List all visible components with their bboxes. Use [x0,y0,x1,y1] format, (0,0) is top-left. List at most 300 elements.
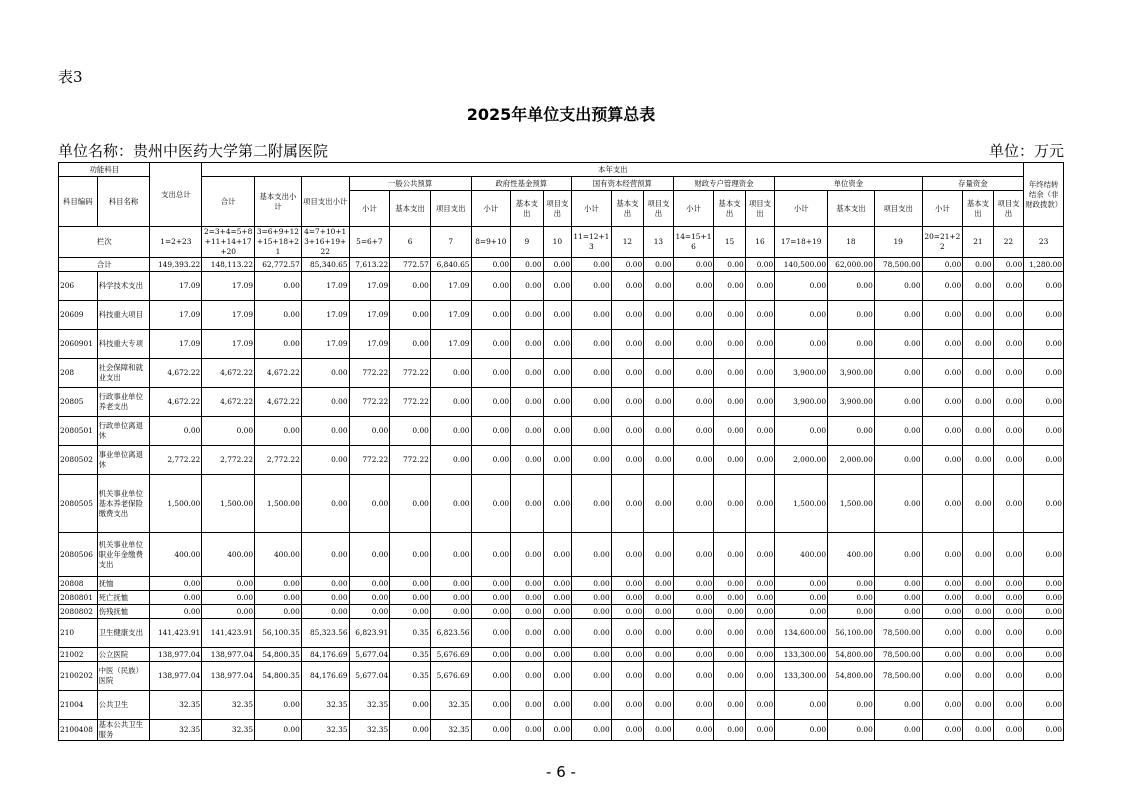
amount-cell: 0.00 [150,605,202,619]
subject-name-cell: 机关事业单位基本养老保险缴费支出 [97,475,150,533]
amount-cell: 0.00 [390,417,431,446]
amount-cell: 0.00 [644,417,673,446]
amount-cell: 0.00 [511,591,544,605]
amount-cell: 0.00 [745,475,774,533]
amount-cell: 0.00 [714,330,745,359]
amount-cell: 0.00 [390,577,431,591]
amount-cell: 0.00 [745,720,774,741]
amount-cell: 0.00 [922,720,963,741]
amount-cell: 56,100.35 [255,619,302,648]
amount-cell: 0.00 [1024,591,1064,605]
amount-cell: 0.35 [390,662,431,691]
table-body [59,227,1064,741]
amount-cell: 78,500.00 [874,662,922,691]
project-header: 项目支出 [543,191,571,227]
amount-cell: 0.00 [745,605,774,619]
basic-subtotal-header: 基本支出小计 [255,177,302,227]
amount-cell: 0.00 [644,272,673,301]
amount-cell: 0.00 [775,330,828,359]
subject-code-cell: 21004 [59,691,98,720]
amount-cell: 0.00 [255,577,302,591]
index-cell: 6 [390,227,431,258]
amount-cell: 0.00 [1024,446,1064,475]
amount-cell: 0.00 [511,330,544,359]
amount-cell: 0.00 [1024,605,1064,619]
total-cell: 0.00 [471,258,511,272]
index-cell: 10 [543,227,571,258]
subject-name-cell: 伤残抚恤 [97,605,150,619]
subject-code-cell: 206 [59,272,98,301]
amount-cell: 134,600.00 [775,619,828,648]
amount-cell: 0.00 [673,691,714,720]
amount-cell: 0.00 [673,720,714,741]
amount-cell: 0.00 [922,577,963,591]
amount-cell: 0.00 [611,720,644,741]
amount-cell: 0.00 [543,691,571,720]
amount-cell: 0.00 [301,359,349,388]
index-cell: 19 [874,227,922,258]
amount-cell: 0.00 [1024,533,1064,577]
amount-cell: 0.00 [993,720,1024,741]
amount-cell: 0.00 [1024,388,1064,417]
table-row [59,330,1064,359]
amount-cell: 0.00 [611,359,644,388]
amount-cell: 0.00 [963,533,993,577]
amount-cell: 5,677.04 [349,662,390,691]
amount-cell: 0.00 [745,330,774,359]
table-row [59,533,1064,577]
amount-cell: 0.00 [572,720,612,741]
amount-cell: 0.00 [922,475,963,533]
amount-cell: 0.00 [775,720,828,741]
amount-cell: 0.00 [714,619,745,648]
subtotal-header: 小计 [471,191,511,227]
amount-cell: 0.00 [714,662,745,691]
amount-cell: 0.00 [349,533,390,577]
amount-cell: 0.00 [745,648,774,662]
amount-cell: 0.00 [430,359,471,388]
amount-cell: 0.00 [611,591,644,605]
amount-cell: 0.00 [993,591,1024,605]
total-cell: 0.00 [611,258,644,272]
amount-cell: 0.00 [202,591,255,605]
amount-cell: 0.00 [745,272,774,301]
amount-cell: 1,500.00 [202,475,255,533]
subject-code-cell: 20808 [59,577,98,591]
amount-cell: 6,823.56 [430,619,471,648]
index-cell: 13 [644,227,673,258]
subject-code-cell: 20805 [59,388,98,417]
amount-cell: 0.00 [993,475,1024,533]
basic-header: 基本支出 [390,191,431,227]
header-row-1 [59,163,1064,177]
amount-cell: 0.00 [644,330,673,359]
basic-header: 基本支出 [963,191,993,227]
amount-cell: 0.00 [511,691,544,720]
amount-cell: 0.00 [543,648,571,662]
amount-cell: 78,500.00 [874,619,922,648]
amount-cell: 0.00 [430,446,471,475]
index-cell: 14=15+16 [673,227,714,258]
amount-cell: 0.00 [349,605,390,619]
amount-cell: 0.00 [471,330,511,359]
amount-cell: 0.00 [1024,691,1064,720]
table-row [59,301,1064,330]
amount-cell: 0.00 [644,662,673,691]
amount-cell: 0.00 [922,533,963,577]
amount-cell: 85,323.56 [301,619,349,648]
amount-cell: 0.00 [150,417,202,446]
amount-cell: 0.00 [775,417,828,446]
total-cell: 85,340.65 [301,258,349,272]
amount-cell: 0.00 [874,301,922,330]
amount-cell: 0.00 [963,446,993,475]
amount-cell: 0.00 [611,691,644,720]
subject-code-cell: 2060901 [59,330,98,359]
amount-cell: 0.00 [745,591,774,605]
basic-header: 基本支出 [828,191,875,227]
amount-cell: 0.00 [673,388,714,417]
amount-cell: 0.00 [1024,648,1064,662]
amount-cell: 0.00 [673,662,714,691]
amount-cell: 0.00 [471,301,511,330]
amount-cell: 0.00 [572,446,612,475]
amount-cell: 400.00 [828,533,875,577]
amount-cell: 0.00 [963,388,993,417]
total-row [59,258,1064,272]
amount-cell: 0.00 [993,417,1024,446]
amount-cell: 141,423.91 [150,619,202,648]
amount-cell: 0.00 [922,330,963,359]
amount-cell: 0.00 [874,605,922,619]
amount-cell: 0.00 [993,330,1024,359]
amount-cell: 0.00 [963,330,993,359]
total-cell: 140,500.00 [775,258,828,272]
amount-cell: 0.00 [874,475,922,533]
subject-name-header: 科目名称 [97,177,150,227]
amount-cell: 0.00 [1024,330,1064,359]
amount-cell: 0.00 [745,446,774,475]
amount-cell: 54,800.35 [255,662,302,691]
amount-cell: 0.00 [714,591,745,605]
this-year-header: 本年支出 [202,163,1024,177]
amount-cell: 0.00 [150,577,202,591]
amount-cell: 6,823.91 [349,619,390,648]
subject-name-cell: 科学技术支出 [97,272,150,301]
amount-cell: 0.00 [874,359,922,388]
amount-cell: 0.00 [543,388,571,417]
table-row [59,691,1064,720]
amount-cell: 0.00 [673,577,714,591]
index-cell: 3=6+9+12+15+18+21 [255,227,302,258]
amount-cell: 0.00 [255,272,302,301]
table-row [59,648,1064,662]
subject-code-cell: 2080505 [59,475,98,533]
amount-cell: 0.00 [471,446,511,475]
table-row [59,605,1064,619]
amount-cell: 0.00 [471,272,511,301]
amount-cell: 0.00 [572,272,612,301]
amount-cell: 0.00 [673,417,714,446]
amount-cell: 0.00 [572,591,612,605]
amount-cell: 0.00 [922,417,963,446]
amount-cell: 32.35 [301,720,349,741]
amount-cell: 0.00 [543,359,571,388]
amount-cell: 0.00 [714,359,745,388]
group-header-stock-funds: 存量资金 [922,177,1024,191]
amount-cell: 17.09 [150,301,202,330]
amount-cell: 0.00 [828,330,875,359]
amount-cell: 0.00 [471,648,511,662]
amount-cell: 0.00 [511,619,544,648]
amount-cell: 0.00 [543,720,571,741]
amount-cell: 0.00 [922,446,963,475]
amount-cell: 138,977.04 [150,648,202,662]
subject-code-cell: 2080802 [59,605,98,619]
amount-cell: 0.00 [874,691,922,720]
amount-cell: 0.00 [255,591,302,605]
amount-cell: 0.00 [511,446,544,475]
amount-cell: 32.35 [150,720,202,741]
amount-cell: 0.00 [922,691,963,720]
amount-cell: 0.00 [572,662,612,691]
amount-cell: 0.00 [543,272,571,301]
amount-cell: 54,800.35 [255,648,302,662]
amount-cell: 0.00 [543,605,571,619]
total-cell: 149,393.22 [150,258,202,272]
amount-cell: 0.00 [993,648,1024,662]
amount-cell: 0.00 [922,605,963,619]
amount-cell: 0.00 [430,388,471,417]
amount-cell: 0.00 [745,359,774,388]
amount-cell: 0.00 [922,662,963,691]
amount-cell: 0.00 [471,388,511,417]
amount-cell: 0.00 [572,648,612,662]
amount-cell: 0.00 [430,475,471,533]
amount-cell: 0.00 [993,301,1024,330]
project-header: 项目支出 [644,191,673,227]
amount-cell: 0.00 [511,301,544,330]
index-row [59,227,1064,258]
amount-cell: 0.00 [963,691,993,720]
amount-cell: 0.00 [828,301,875,330]
amount-cell: 0.00 [745,619,774,648]
amount-cell: 0.00 [572,577,612,591]
amount-cell: 17.09 [202,301,255,330]
amount-cell: 17.09 [349,301,390,330]
amount-cell: 0.00 [255,691,302,720]
amount-cell: 0.00 [1024,720,1064,741]
subject-code-cell: 20609 [59,301,98,330]
amount-cell: 0.00 [611,446,644,475]
total-cell: 78,500.00 [874,258,922,272]
amount-cell: 0.00 [390,691,431,720]
amount-cell: 0.00 [745,662,774,691]
amount-cell: 0.00 [644,577,673,591]
subject-name-cell: 科技重大专项 [97,330,150,359]
subject-name-cell: 行政单位离退休 [97,417,150,446]
group-header-government-fund: 政府性基金预算 [471,177,572,191]
subject-name-cell: 社会保障和就业支出 [97,359,150,388]
amount-cell: 0.00 [301,446,349,475]
amount-cell: 0.00 [255,301,302,330]
amount-cell: 0.00 [644,533,673,577]
amount-cell: 0.00 [644,388,673,417]
amount-cell: 78,500.00 [874,648,922,662]
page-number: - 6 - [546,763,576,781]
amount-cell: 2,000.00 [775,446,828,475]
amount-cell: 17.09 [301,301,349,330]
amount-cell: 17.09 [202,330,255,359]
total-cell: 0.00 [963,258,993,272]
index-cell: 7 [430,227,471,258]
amount-cell: 0.00 [828,417,875,446]
amount-cell: 54,800.00 [828,662,875,691]
amount-cell: 1,500.00 [255,475,302,533]
amount-cell: 0.00 [745,533,774,577]
amount-cell: 0.00 [644,691,673,720]
total-cell: 0.00 [543,258,571,272]
total-cell: 7,613.22 [349,258,390,272]
total-cell: 0.00 [993,258,1024,272]
amount-cell: 0.00 [963,417,993,446]
amount-cell: 0.00 [673,272,714,301]
amount-cell: 0.00 [543,446,571,475]
amount-cell: 0.00 [714,691,745,720]
amount-cell: 3,900.00 [828,359,875,388]
amount-cell: 0.00 [349,577,390,591]
amount-cell: 3,900.00 [828,388,875,417]
amount-cell: 54,800.00 [828,648,875,662]
amount-cell: 0.00 [963,359,993,388]
amount-cell: 0.00 [611,330,644,359]
amount-cell: 0.00 [471,417,511,446]
amount-cell: 32.35 [430,691,471,720]
amount-cell: 772.22 [349,388,390,417]
subject-name-cell: 基本公共卫生服务 [97,720,150,741]
amount-cell: 0.00 [390,591,431,605]
amount-cell: 0.00 [993,662,1024,691]
basic-header: 基本支出 [511,191,544,227]
amount-cell: 0.00 [611,272,644,301]
amount-cell: 0.00 [511,272,544,301]
table-row [59,662,1064,691]
amount-cell: 0.00 [714,272,745,301]
index-cell: 11=12+13 [572,227,612,258]
subtotal-header: 小计 [349,191,390,227]
subject-name-cell: 公立医院 [97,648,150,662]
amount-cell: 0.00 [572,417,612,446]
amount-cell: 0.00 [430,533,471,577]
project-header: 项目支出 [993,191,1024,227]
subject-name-cell: 中医（民族）医院 [97,662,150,691]
amount-cell: 2,772.22 [202,446,255,475]
total-cell: 1,280.00 [1024,258,1064,272]
total-cell: 62,000.00 [828,258,875,272]
index-cell: 18 [828,227,875,258]
amount-cell: 2,000.00 [828,446,875,475]
amount-cell: 0.00 [349,591,390,605]
table-row [59,577,1064,591]
basic-header: 基本支出 [714,191,745,227]
amount-cell: 0.00 [644,591,673,605]
amount-cell: 0.00 [471,619,511,648]
amount-cell: 0.00 [644,301,673,330]
amount-cell: 17.09 [430,301,471,330]
amount-cell: 133,300.00 [775,648,828,662]
amount-cell: 0.00 [922,591,963,605]
amount-cell: 0.00 [993,359,1024,388]
amount-cell: 0.00 [511,720,544,741]
amount-cell: 0.00 [644,720,673,741]
group-header-state-capital: 国有资本经营预算 [572,177,674,191]
table-row [59,359,1064,388]
subject-name-cell: 卫生健康支出 [97,619,150,648]
amount-cell: 0.00 [993,691,1024,720]
amount-cell: 0.00 [673,301,714,330]
amount-cell: 5,676.69 [430,662,471,691]
amount-cell: 0.35 [390,619,431,648]
amount-cell: 0.00 [922,388,963,417]
subject-name-cell: 机关事业单位职业年金缴费支出 [97,533,150,577]
amount-cell: 0.00 [874,388,922,417]
amount-cell: 141,423.91 [202,619,255,648]
amount-cell: 0.00 [874,417,922,446]
amount-cell: 0.00 [349,417,390,446]
amount-cell: 0.00 [673,330,714,359]
amount-cell: 32.35 [202,691,255,720]
amount-cell: 4,672.22 [150,359,202,388]
index-cell: 22 [993,227,1024,258]
amount-cell: 0.00 [714,301,745,330]
index-cell: 15 [714,227,745,258]
amount-cell: 0.00 [572,388,612,417]
amount-cell: 0.00 [301,417,349,446]
amount-cell: 0.00 [922,272,963,301]
amount-cell: 0.00 [611,577,644,591]
index-row-label: 栏次 [59,227,150,258]
amount-cell: 0.00 [874,577,922,591]
amount-cell: 772.22 [349,446,390,475]
amount-cell: 0.00 [963,605,993,619]
amount-cell: 0.00 [828,577,875,591]
amount-cell: 0.00 [828,720,875,741]
amount-cell: 0.00 [775,301,828,330]
amount-cell: 0.00 [471,591,511,605]
amount-cell: 0.00 [611,417,644,446]
amount-cell: 138,977.04 [202,662,255,691]
amount-cell: 0.00 [963,272,993,301]
amount-cell: 0.00 [301,533,349,577]
amount-cell: 17.09 [430,330,471,359]
subtotal-header: 小计 [572,191,612,227]
amount-cell: 0.00 [511,359,544,388]
amount-cell: 0.00 [1024,475,1064,533]
amount-cell: 0.00 [673,591,714,605]
subtotal-header: 小计 [922,191,963,227]
amount-cell: 0.00 [255,720,302,741]
amount-cell: 0.00 [963,591,993,605]
project-subtotal-header: 项目支出小计 [301,177,349,227]
amount-cell: 0.00 [202,605,255,619]
amount-cell: 133,300.00 [775,662,828,691]
amount-cell: 0.00 [714,577,745,591]
amount-cell: 0.00 [349,475,390,533]
amount-cell: 0.00 [543,475,571,533]
currency-unit: 单位：万元 [988,142,1064,160]
amount-cell: 0.00 [471,662,511,691]
amount-cell: 0.00 [611,619,644,648]
